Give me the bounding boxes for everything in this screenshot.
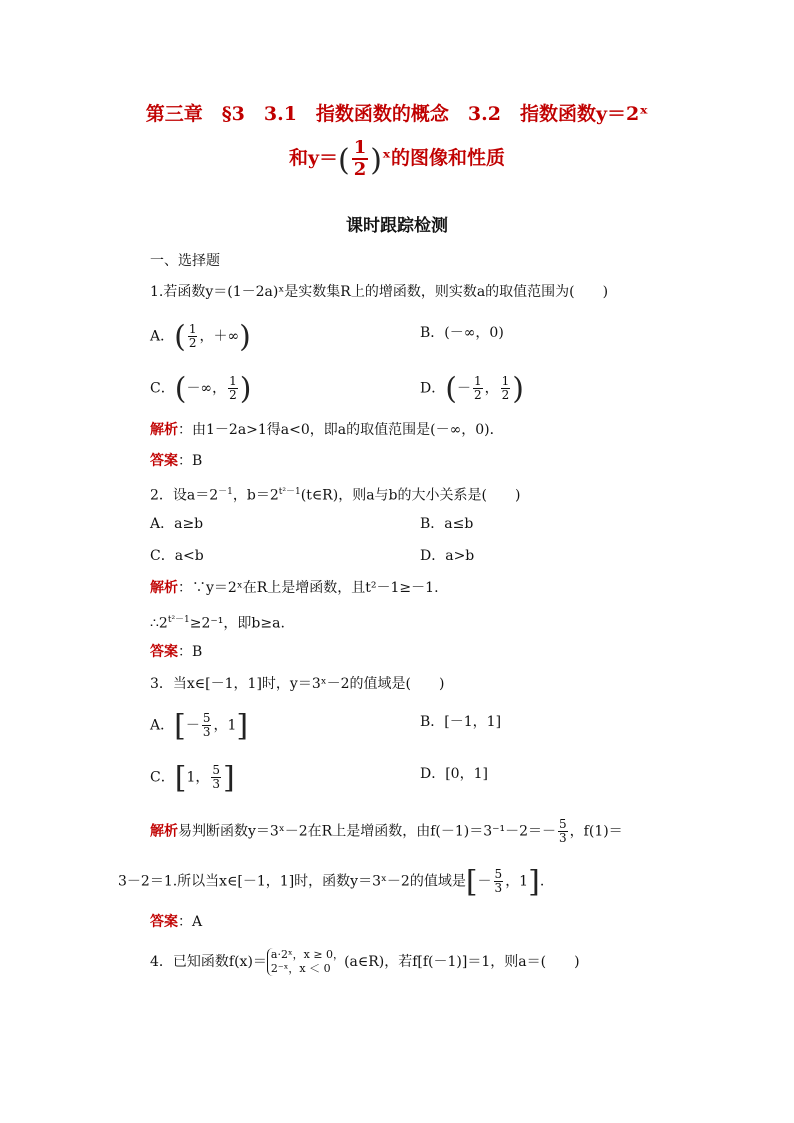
q2-option-b: B．a≤b bbox=[420, 516, 474, 532]
q3-analysis: 解析易判断函数y＝3ˣ－2在R上是增函数，由f(－1)＝3⁻¹－2＝－ $\frac{5}{3}$ ，f(1)＝ bbox=[150, 817, 623, 845]
section-heading: 一、选择题 bbox=[150, 253, 220, 269]
title-fraction: $\frac{1}{2}$ bbox=[353, 137, 367, 180]
section-subtitle: 课时跟踪检测 bbox=[346, 216, 448, 236]
q3-analysis-2: 3－2＝1.所以当x∈[－1，1]时，函数y＝3ˣ－2的值域是[－ $\frac{5}{3}$ ，1]. bbox=[118, 864, 545, 900]
q2-analysis-2: $\therefore 2^{t^2-1}\ge 2^{-1}$，即b≥a. bbox=[150, 615, 285, 632]
q2-stem: 2．设$a=2^{-1}$，$b=2^{t^2-1}(t\in R)$，则a与b的大小关系是( ) bbox=[150, 487, 521, 504]
q3-option-d: D．[0，1] bbox=[420, 766, 488, 782]
q3-answer: 答案：A bbox=[150, 914, 203, 930]
q1-option-b: B．(－∞，0) bbox=[420, 325, 504, 341]
q2-option-d: D．a>b bbox=[420, 548, 475, 564]
q1-stem: 1.若函数y＝(1－2a)ˣ是实数集R上的增函数，则实数a的取值范围为( ) bbox=[150, 284, 609, 300]
page-title-line1: 第三章 §3 3.1 指数函数的概念 3.2 指数函数y＝2ˣ bbox=[145, 103, 649, 125]
q2-option-a: A．a≥b bbox=[150, 516, 204, 532]
page-title-line2: 和y＝( $\frac{1}{2}$ )ˣ的图像和性质 bbox=[288, 137, 506, 180]
q1-option-d: D．(－ $\frac{1}{2}$ ， $\frac{1}{2}$ ) bbox=[420, 371, 524, 407]
q2-answer: 答案：B bbox=[150, 644, 203, 660]
piecewise-brace: a·2ˣ，x ≥ 0， 2⁻ˣ，x ＜ 0 bbox=[267, 948, 344, 976]
q1-answer: 答案：B bbox=[150, 453, 203, 469]
q4-stem: 4．已知函数f(x)＝ a·2ˣ，x ≥ 0， 2⁻ˣ，x ＜ 0 (a∈R)，若f[f(－1)]＝1，则a＝( ) bbox=[150, 948, 580, 975]
q2-analysis: 解析：∵y＝2ˣ在R上是增函数，且t²－1≥－1. bbox=[150, 580, 439, 596]
q3-option-c: C．[1， $\frac{5}{3}$ ] bbox=[150, 760, 235, 796]
q1-analysis: 解析：由1－2a>1得a<0，即a的取值范围是(－∞，0)． bbox=[150, 422, 504, 438]
q3-option-b: B．[－1，1] bbox=[420, 714, 502, 730]
q1-option-c: C．(－∞， $\frac{1}{2}$ ) bbox=[150, 371, 252, 407]
q3-stem: 3．当x∈[－1，1]时，y＝3ˣ－2的值域是( ) bbox=[150, 676, 445, 692]
q1-option-a: A．( $\frac{1}{2}$ ，＋∞) bbox=[150, 319, 251, 355]
q2-option-c: C．a<b bbox=[150, 548, 204, 564]
q3-option-a: A．[－ $\frac{5}{3}$ ，1] bbox=[150, 708, 249, 744]
